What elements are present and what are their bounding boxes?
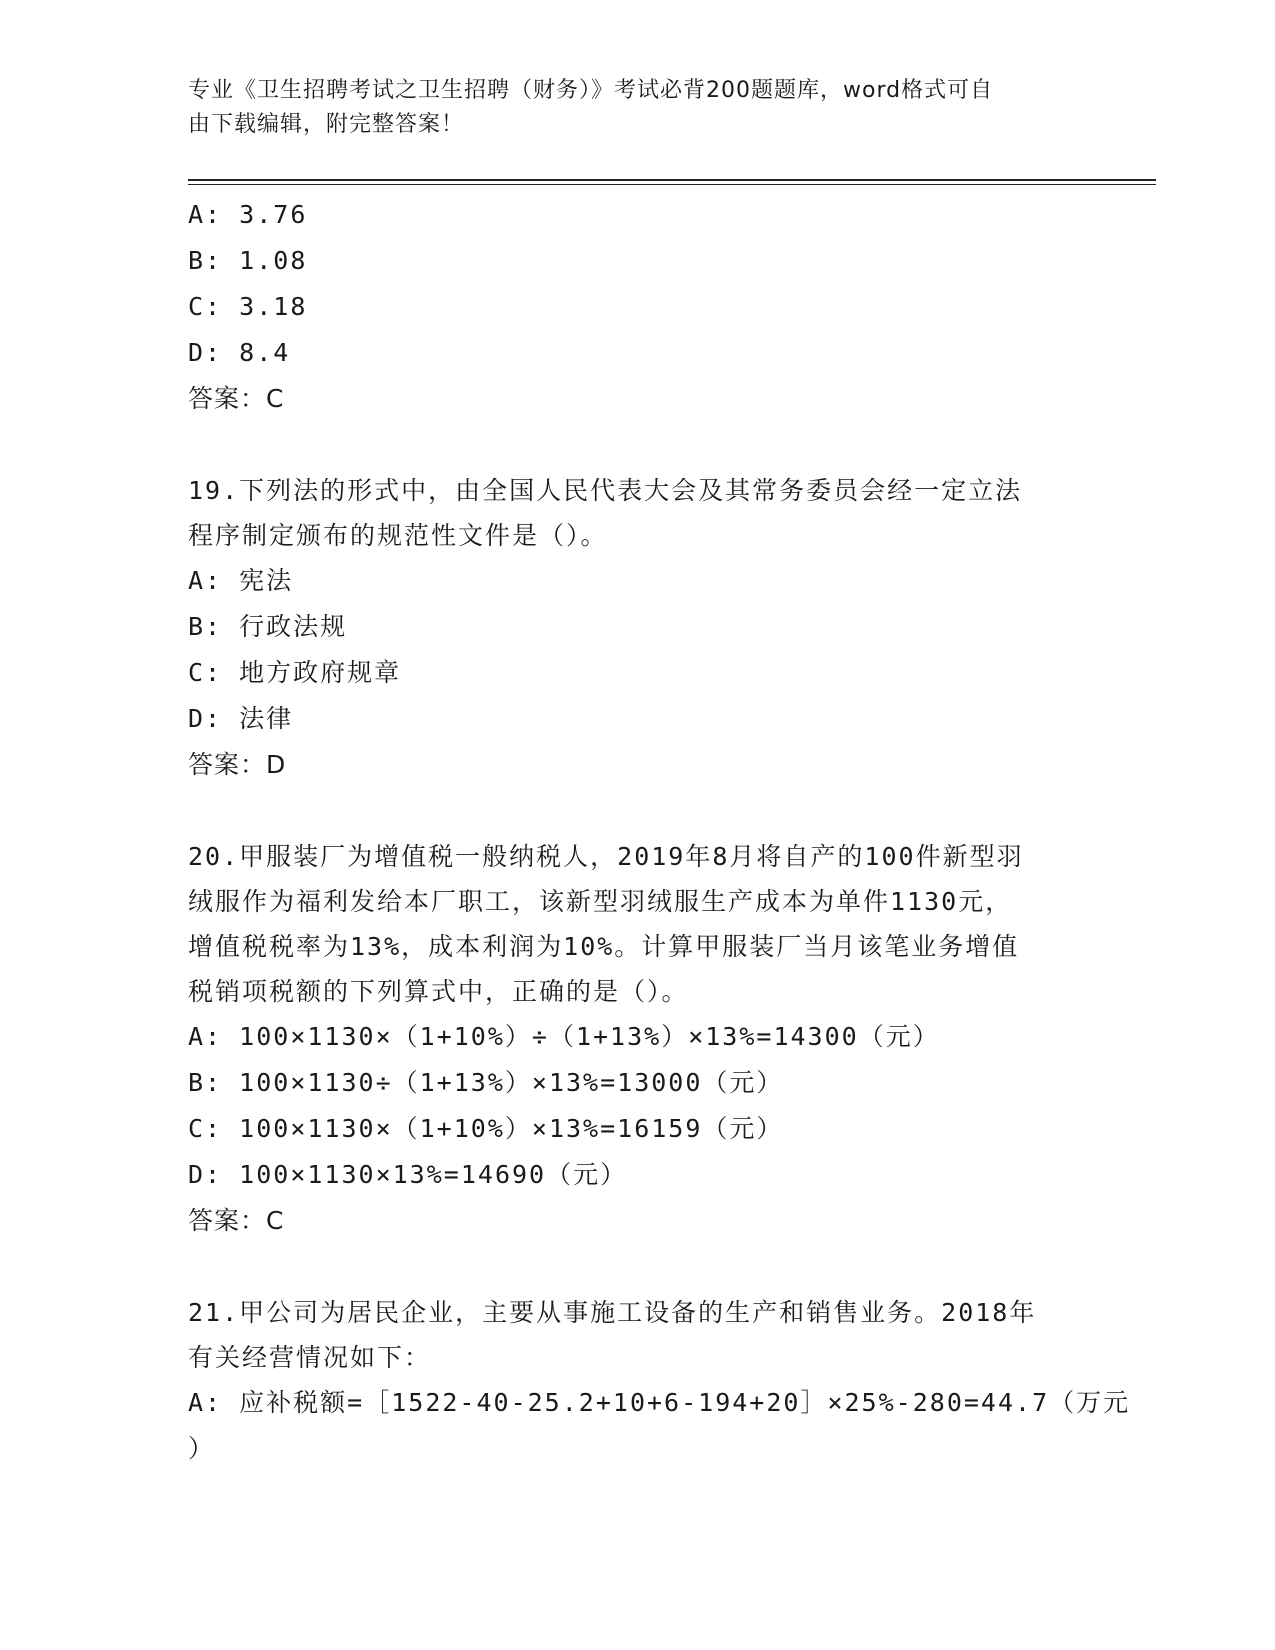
option-d: D: 8.4 bbox=[188, 338, 291, 367]
option-b: B: 1.08 bbox=[188, 246, 308, 275]
question-line: 程序制定颁布的规范性文件是（）。 bbox=[188, 521, 608, 550]
header-divider-thick bbox=[188, 179, 1156, 181]
question-line: 19.下列法的形式中，由全国人民代表大会及其常务委员会经一定立法 bbox=[188, 476, 1023, 505]
question-text bbox=[188, 834, 1088, 1014]
question-20 bbox=[188, 834, 1088, 1244]
header-divider-thin bbox=[188, 184, 1156, 185]
option-c: C: 地方政府规章 bbox=[188, 658, 402, 687]
option-b: B: 100×1130÷（1+13%）×13%=13000（元） bbox=[188, 1068, 784, 1097]
answer: 答案：C bbox=[188, 1206, 285, 1235]
question-line: 有关经营情况如下： bbox=[188, 1343, 432, 1372]
question-line: 21.甲公司为居民企业，主要从事施工设备的生产和销售业务。2018年 bbox=[188, 1298, 1037, 1327]
option-c: C: 3.18 bbox=[188, 292, 308, 321]
question-line: 20.甲服装厂为增值税一般纳税人，2019年8月将自产的100件新型羽 bbox=[188, 842, 1024, 871]
document-header bbox=[188, 74, 1078, 142]
header-line-1: 专业《卫生招聘考试之卫生招聘（财务）》考试必背200题题库，word格式可自 bbox=[188, 78, 994, 103]
header-line-2: 由下载编辑，附完整答案！ bbox=[188, 112, 465, 137]
option-c: C: 100×1130×（1+10%）×13%=16159（元） bbox=[188, 1114, 784, 1143]
question-text bbox=[188, 1290, 1088, 1380]
question-text bbox=[188, 468, 1088, 558]
question-line: 税销项税额的下列算式中，正确的是（）。 bbox=[188, 977, 689, 1006]
option-a: A: 3.76 bbox=[188, 200, 308, 229]
option-b: B: 行政法规 bbox=[188, 612, 348, 641]
document-body bbox=[188, 192, 1131, 1472]
answer: 答案：D bbox=[188, 750, 287, 779]
option-a: A: 宪法 bbox=[188, 566, 294, 595]
option-d: D: 法律 bbox=[188, 704, 294, 733]
option-d: D: 100×1130×13%=14690（元） bbox=[188, 1160, 628, 1189]
question-19 bbox=[188, 468, 1088, 788]
option-a-continuation: ） bbox=[188, 1434, 216, 1463]
answer: 答案：C bbox=[188, 384, 285, 413]
question-line: 绒服作为福利发给本厂职工，该新型羽绒服生产成本为单件1130元， bbox=[188, 887, 1013, 916]
question-line: 增值税税率为13%，成本利润为10%。计算甲服装厂当月该笔业务增值 bbox=[188, 932, 1020, 961]
prev-question bbox=[188, 192, 1088, 422]
question-21 bbox=[188, 1290, 1131, 1472]
option-a: A: 100×1130×（1+10%）÷（1+13%）×13%=14300（元） bbox=[188, 1022, 940, 1051]
option-a: A: 应补税额=［1522-40-25.2+10+6-194+20］×25%-280=44.7（万元 bbox=[188, 1388, 1131, 1417]
